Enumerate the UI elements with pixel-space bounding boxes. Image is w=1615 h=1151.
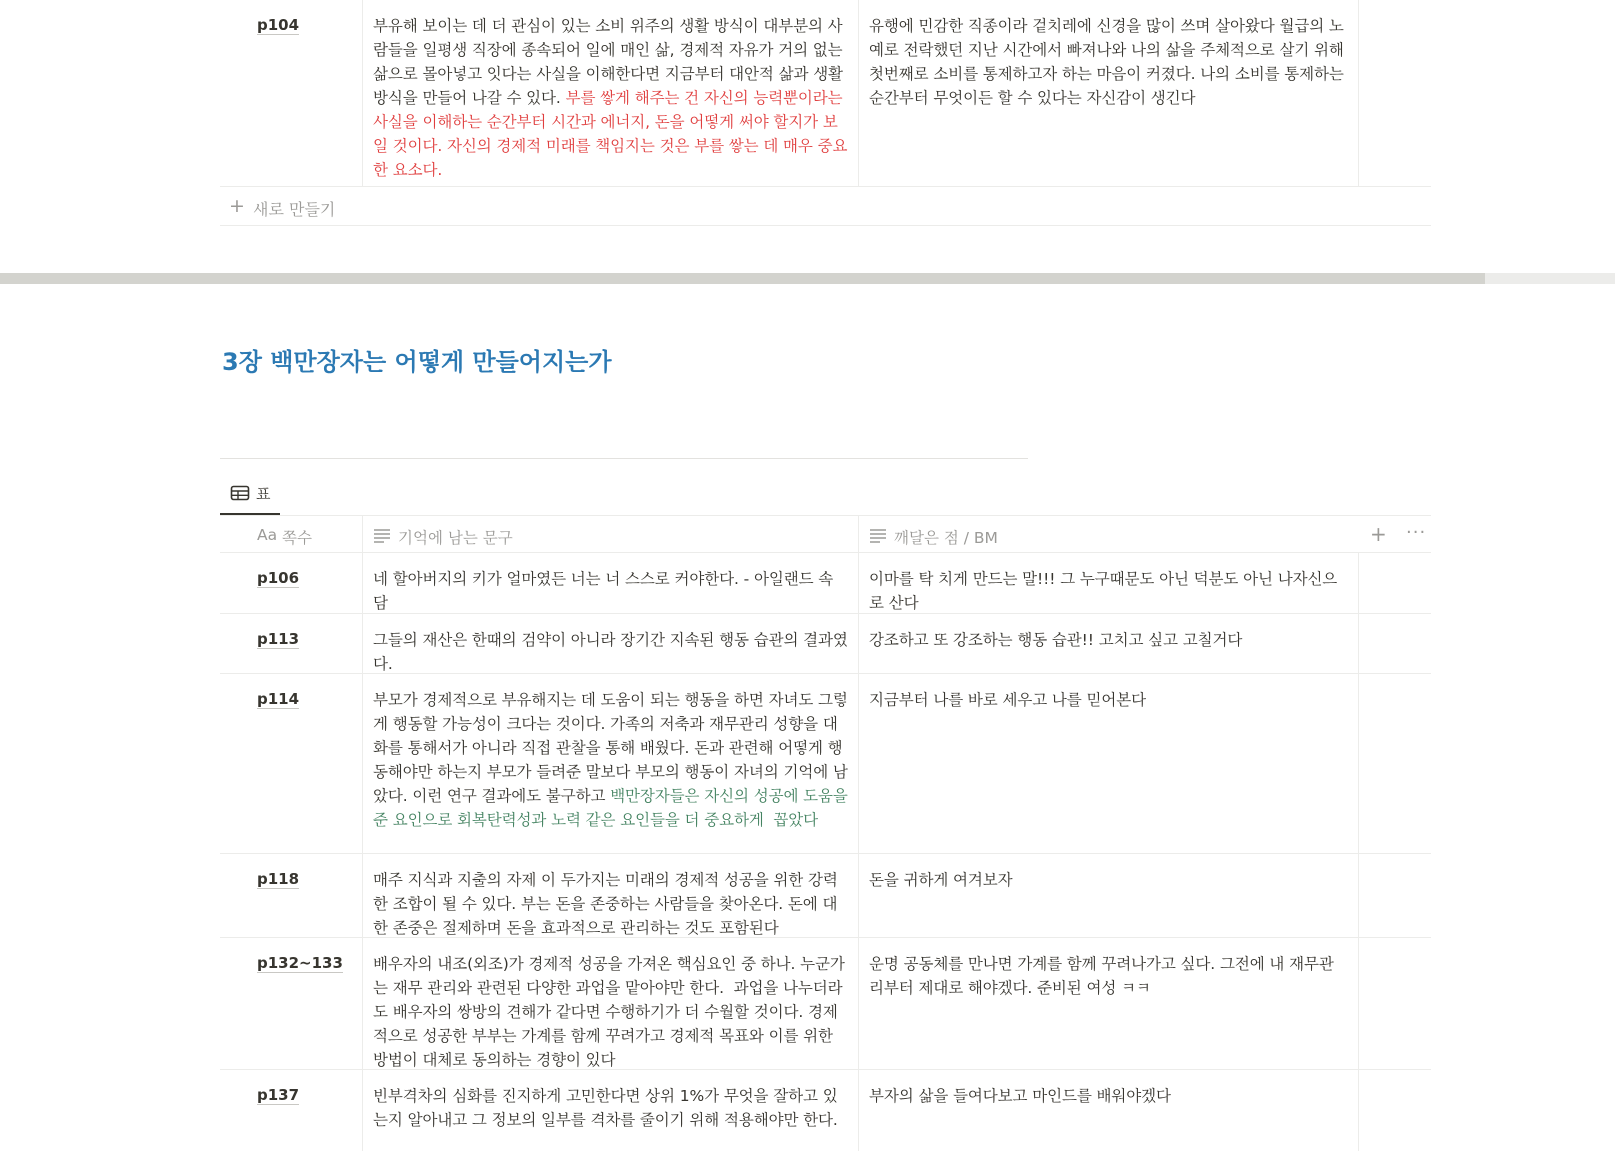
- page-number[interactable]: p104: [257, 16, 300, 34]
- section-divider-end: [1485, 273, 1615, 284]
- note-text: 돈을 귀하게 여겨보자: [869, 871, 1013, 889]
- quote-highlight-red: 부를 쌓게 해주는 건 자신의 능력뿐이라는 사실을 이해하는 순간부터 시간과 에너지, 돈을 어떻게 써야 할지가 보일 것이다. 자신의 경제적 미래를 책임지는 것은 부를 쌓는 데 매우 중요한 요소다.: [373, 89, 848, 179]
- empty-cell[interactable]: [1358, 0, 1431, 186]
- plus-icon: +: [229, 195, 245, 217]
- note-text: 유행에 민감한 직종이라 겉치레에 신경을 많이 쓰며 살아왔다 월급의 노예로 전락했던 지난 시간에서 빠져나와 나의 삶을 주체적으로 살기 위해 첫번째로 소비를 통제하고자 하는 마음이 커졌다. 나의 소비를 통제하는 순간부터 무엇이든 할 수 있다는 자신감이 생긴다: [869, 17, 1349, 107]
- column-header-note[interactable]: [858, 516, 1358, 552]
- quote-plain-text: 부모가 경제적으로 부유해지는 데 도움이 되는 행동을 하면 자녀도 그렇게 행동할 가능성이 크다는 것이다. 가족의 저축과 재무관리 성향을 대화를 통해서가 아니라 직접 관찰을 통해 배웠다. 돈과 관련해 어떻게 행동해야만 하는지 부모가 들려준 말보다 부모의 행동이 자녀의 기억에 남았다. 이런 연구 결과에도 불구하고: [373, 691, 848, 805]
- page-number[interactable]: p113: [257, 630, 300, 648]
- add-property-icon[interactable]: +: [1370, 522, 1387, 546]
- page-cell[interactable]: [220, 674, 362, 853]
- table-icon: [230, 484, 250, 506]
- quote-cell[interactable]: [362, 0, 858, 186]
- new-row-label: 새로 만들기: [253, 200, 336, 219]
- note-text: 운명 공동체를 만나면 가계를 함께 꾸려나가고 싶다. 그전에 내 재무관리부터 제대로 해야겠다. 준비된 여성 ㅋㅋ: [869, 955, 1334, 997]
- table-row[interactable]: [220, 674, 1431, 854]
- page-cell[interactable]: [220, 1070, 362, 1151]
- note-text: 이마를 탁 치게 만드는 말!!! 그 누구때문도 아닌 덕분도 아닌 나자신으로 산다: [869, 570, 1338, 612]
- quote-cell[interactable]: [362, 854, 858, 937]
- note-cell[interactable]: [858, 614, 1358, 673]
- empty-cell[interactable]: [1358, 553, 1431, 613]
- quote-text: 네 할아버지의 키가 얼마였든 너는 너 스스로 커야한다. - 아일랜드 속담: [373, 570, 834, 612]
- column-header-page[interactable]: [220, 516, 362, 552]
- tab-label: 표: [256, 485, 271, 503]
- text-property-icon: Aa: [257, 526, 278, 544]
- new-row-button[interactable]: [220, 188, 1431, 226]
- page-number[interactable]: p118: [257, 870, 300, 888]
- empty-cell[interactable]: [1358, 938, 1431, 1069]
- empty-cell[interactable]: [1358, 674, 1431, 853]
- quote-cell[interactable]: [362, 553, 858, 613]
- section-divider: [0, 273, 1485, 284]
- note-cell[interactable]: [858, 553, 1358, 613]
- note-cell[interactable]: [858, 854, 1358, 937]
- empty-cell[interactable]: [1358, 614, 1431, 673]
- table-row[interactable]: [220, 0, 1431, 187]
- page-cell[interactable]: [220, 553, 362, 613]
- view-divider: [220, 458, 1028, 459]
- page-cell[interactable]: [220, 938, 362, 1069]
- page-cell[interactable]: [220, 854, 362, 937]
- section-heading[interactable]: 3장 백만장자는 어떻게 만들어지는가: [222, 348, 612, 376]
- table-row[interactable]: [220, 553, 1431, 614]
- quote-text: 빈부격차의 심화를 진지하게 고민한다면 상위 1%가 무엇을 잘하고 있는지 알아내고 그 정보의 일부를 격차를 줄이기 위해 적용해야만 한다.: [373, 1087, 838, 1129]
- page-cell[interactable]: [220, 614, 362, 673]
- text-lines-icon: [373, 527, 391, 547]
- quote-cell[interactable]: [362, 1070, 858, 1151]
- page-number[interactable]: p132~133: [257, 954, 343, 972]
- empty-cell[interactable]: [1358, 1070, 1431, 1151]
- page-number[interactable]: p114: [257, 690, 300, 708]
- note-cell[interactable]: [858, 0, 1358, 186]
- column-header-quote[interactable]: [362, 516, 858, 552]
- note-cell[interactable]: [858, 938, 1358, 1069]
- table-header: [220, 515, 1431, 553]
- table-row[interactable]: [220, 854, 1431, 938]
- quote-highlight-green: 백만장자들은 자신의 성공에 도움을 준 요인으로 회복탄력성과 노력 같은 요인들을 더 중요하게 꼽았다: [373, 787, 853, 829]
- tab-table-view[interactable]: [220, 479, 280, 515]
- quote-text: [373, 688, 853, 832]
- note-text: 강조하고 또 강조하는 행동 습관!! 고치고 싶고 고칠거다: [869, 631, 1243, 649]
- page-number[interactable]: p106: [257, 569, 300, 587]
- page-cell[interactable]: [220, 0, 362, 186]
- column-header-label: 기억에 남는 문구: [398, 529, 513, 547]
- column-header-label: 쪽수: [282, 529, 312, 547]
- note-text: 지금부터 나를 바로 세우고 나를 믿어본다: [869, 691, 1146, 709]
- quote-cell[interactable]: [362, 674, 858, 853]
- quote-text: [373, 14, 848, 182]
- empty-cell[interactable]: [1358, 854, 1431, 937]
- more-options-icon[interactable]: ···: [1406, 522, 1427, 543]
- quote-cell[interactable]: [362, 938, 858, 1069]
- note-cell[interactable]: [858, 1070, 1358, 1151]
- quote-plain-text: 부유해 보이는 데 더 관심이 있는 소비 위주의 생활 방식이 대부분의 사람들을 일평생 직장에 종속되어 일에 매인 삶, 경제적 자유가 거의 없는 삶으로 몰아넣고 잇다는 사실을 이해한다면 지금부터 대안적 삶과 생활 방식을 만들어 나갈 수 있다.: [373, 17, 848, 107]
- table-row[interactable]: [220, 1070, 1431, 1151]
- table-row[interactable]: [220, 614, 1431, 674]
- note-cell[interactable]: [858, 674, 1358, 853]
- note-text: 부자의 삶을 들여다보고 마인드를 배워야겠다: [869, 1087, 1171, 1105]
- column-header-label: 깨달은 점 / BM: [894, 529, 998, 547]
- text-lines-icon: [869, 527, 887, 547]
- quote-text: 배우자의 내조(외조)가 경제적 성공을 가져온 핵심요인 중 하나. 누군가는 재무 관리와 관련된 다양한 과업을 맡아야만 한다. 과업을 나누더라도 배우자의 쌍방의 견해가 같다면 수행하기가 더 수월할 것이다. 경제적으로 성공한 부부는 가계를 함께 꾸려가고 경제적 목표와 이를 위한 방법이 대체로 동의하는 경향이 있다: [373, 955, 845, 1069]
- quote-text: 매주 지식과 지출의 자제 이 두가지는 미래의 경제적 성공을 위한 강력한 조합이 될 수 있다. 부는 돈을 존중하는 사람들을 찾아온다. 돈에 대한 존중은 절제하며 돈을 효과적으로 관리하는 것도 포함된다: [373, 871, 838, 937]
- quote-cell[interactable]: [362, 614, 858, 673]
- quote-text: 그들의 재산은 한때의 검약이 아니라 장기간 지속된 행동 습관의 결과였다.: [373, 631, 848, 673]
- page-number[interactable]: p137: [257, 1086, 300, 1104]
- table-row[interactable]: [220, 938, 1431, 1070]
